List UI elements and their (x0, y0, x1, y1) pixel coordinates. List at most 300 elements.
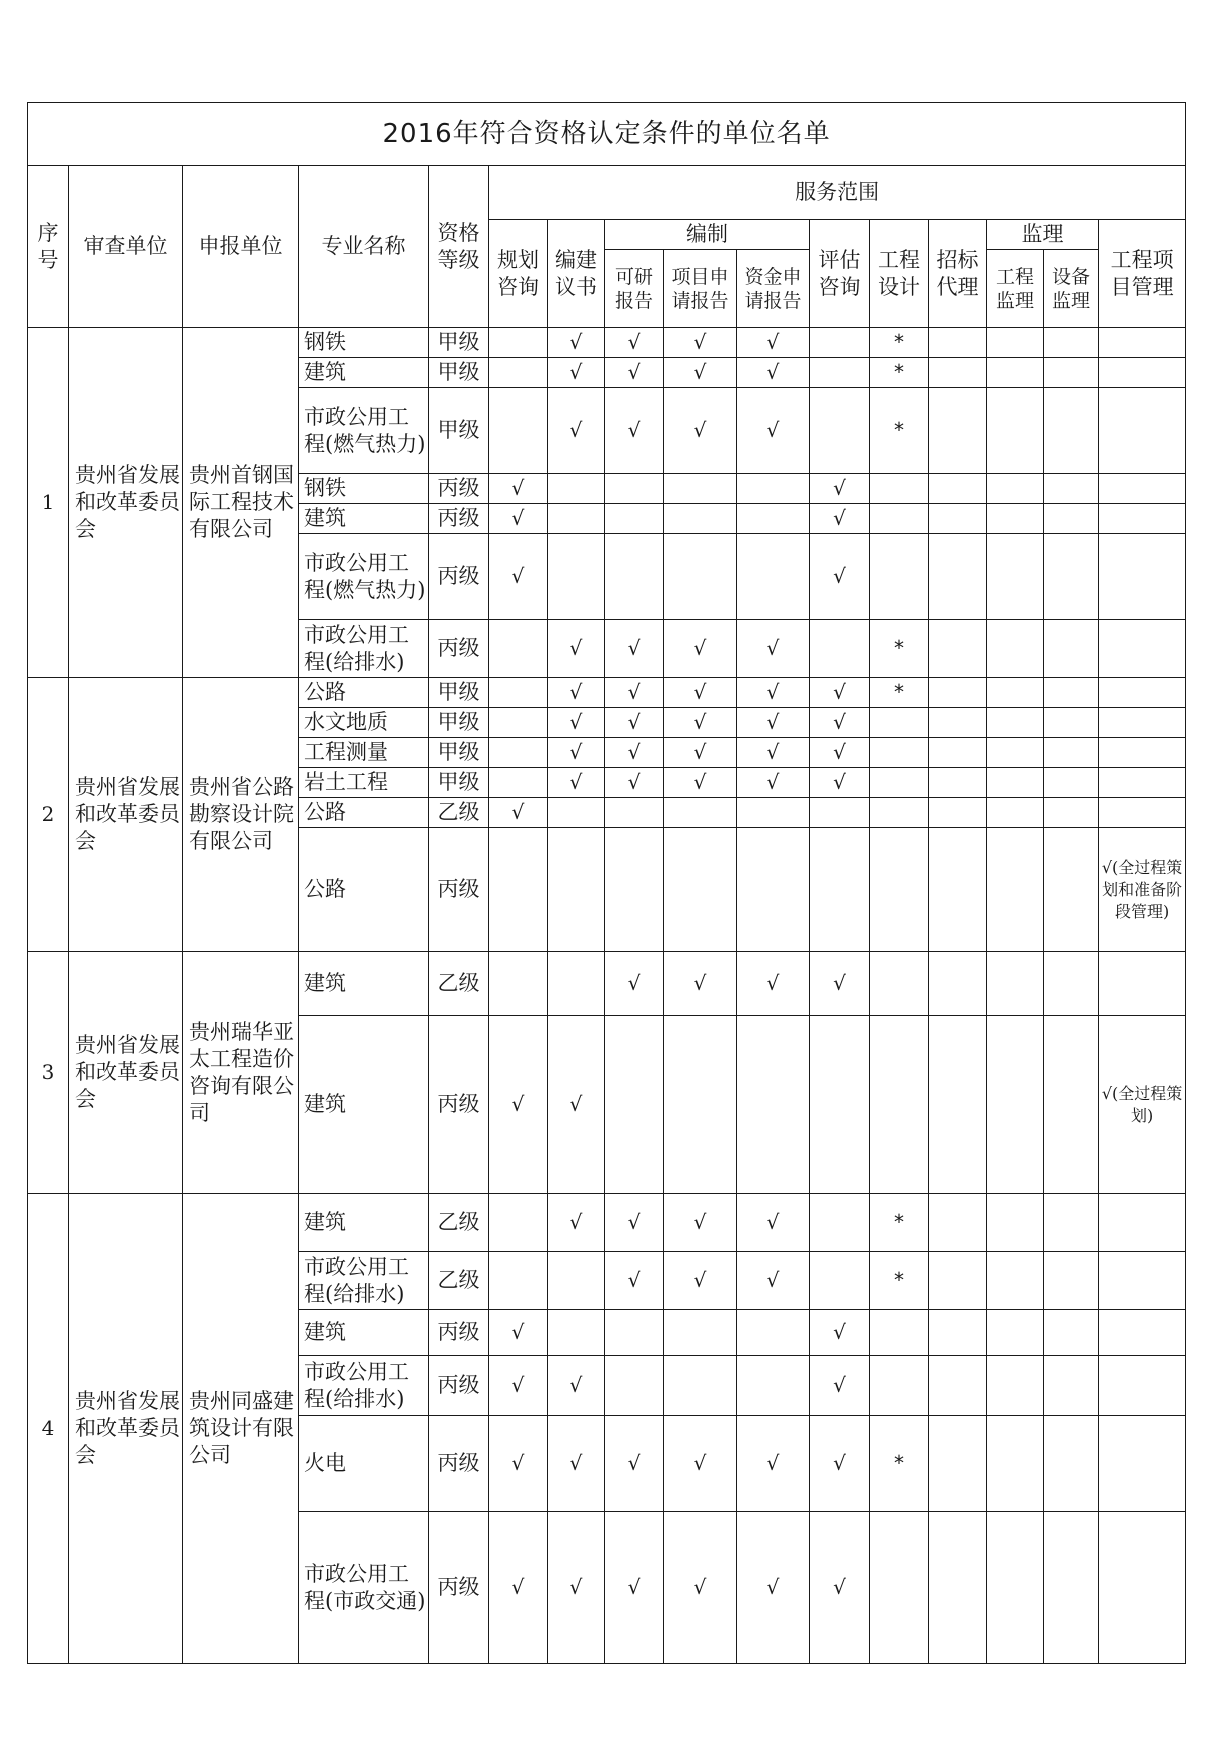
major-cell: 建筑 (299, 504, 429, 534)
major-cell: 水文地质 (299, 708, 429, 738)
bidding-cell (929, 1356, 987, 1416)
bidding-cell (929, 798, 987, 828)
design-cell (870, 534, 929, 620)
bidding-cell (929, 1252, 987, 1310)
seq-cell: 4 (28, 1194, 69, 1664)
equip-supervision-cell (1044, 620, 1099, 678)
project-app-cell (664, 504, 737, 534)
evaluation-cell: √ (810, 678, 870, 708)
design-cell: * (870, 1252, 929, 1310)
header-eng-supervision: 工程监理 (987, 250, 1044, 328)
header-bidding: 招标代理 (929, 220, 987, 328)
fund-app-cell: √ (737, 620, 810, 678)
design-cell (870, 708, 929, 738)
project-app-cell: √ (664, 388, 737, 474)
evaluation-cell (810, 328, 870, 358)
evaluation-cell: √ (810, 738, 870, 768)
applicant-cell: 贵州首钢国际工程技术有限公司 (183, 328, 299, 678)
evaluation-cell (810, 388, 870, 474)
evaluation-cell: √ (810, 1416, 870, 1512)
grade-cell: 丙级 (429, 1356, 489, 1416)
bidding-cell (929, 328, 987, 358)
fund-app-cell (737, 798, 810, 828)
project-mgmt-cell (1099, 1416, 1186, 1512)
table-row (28, 328, 1186, 358)
grade-cell: 甲级 (429, 358, 489, 388)
project-mgmt-cell (1099, 738, 1186, 768)
design-cell: * (870, 620, 929, 678)
major-cell: 公路 (299, 678, 429, 708)
proposal-cell: √ (548, 708, 605, 738)
grade-cell: 甲级 (429, 388, 489, 474)
fund-app-cell: √ (737, 1252, 810, 1310)
project-mgmt-cell (1099, 1512, 1186, 1664)
project-app-cell: √ (664, 708, 737, 738)
bidding-cell (929, 708, 987, 738)
project-app-cell (664, 1016, 737, 1194)
equip-supervision-cell (1044, 328, 1099, 358)
project-mgmt-cell (1099, 388, 1186, 474)
design-cell (870, 952, 929, 1016)
design-cell (870, 504, 929, 534)
feasibility-cell (605, 504, 664, 534)
fund-app-cell: √ (737, 388, 810, 474)
project-app-cell (664, 534, 737, 620)
feasibility-cell: √ (605, 358, 664, 388)
feasibility-cell: √ (605, 1252, 664, 1310)
planning-cell: √ (489, 1356, 548, 1416)
header-major: 专业名称 (299, 166, 429, 328)
planning-cell: √ (489, 1512, 548, 1664)
bidding-cell (929, 620, 987, 678)
bidding-cell (929, 678, 987, 708)
fund-app-cell (737, 1310, 810, 1356)
equip-supervision-cell (1044, 1194, 1099, 1252)
proposal-cell: √ (548, 738, 605, 768)
feasibility-cell: √ (605, 678, 664, 708)
seq-cell: 1 (28, 328, 69, 678)
planning-cell (489, 678, 548, 708)
project-mgmt-cell (1099, 708, 1186, 738)
feasibility-cell (605, 534, 664, 620)
project-mgmt-cell (1099, 328, 1186, 358)
proposal-cell: √ (548, 768, 605, 798)
eng-supervision-cell (987, 828, 1044, 952)
equip-supervision-cell (1044, 768, 1099, 798)
feasibility-cell: √ (605, 1416, 664, 1512)
major-cell: 市政公用工程(给排水) (299, 1356, 429, 1416)
header-proposal: 编建议书 (548, 220, 605, 328)
project-mgmt-cell (1099, 534, 1186, 620)
feasibility-cell: √ (605, 952, 664, 1016)
design-cell (870, 1016, 929, 1194)
proposal-cell (548, 534, 605, 620)
design-cell: * (870, 358, 929, 388)
bidding-cell (929, 768, 987, 798)
header-project-mgmt: 工程项目管理 (1099, 220, 1186, 328)
major-cell: 钢铁 (299, 474, 429, 504)
bidding-cell (929, 388, 987, 474)
table-row (28, 1194, 1186, 1252)
design-cell (870, 828, 929, 952)
major-cell: 建筑 (299, 1016, 429, 1194)
design-cell: * (870, 1194, 929, 1252)
eng-supervision-cell (987, 534, 1044, 620)
grade-cell: 丙级 (429, 474, 489, 504)
project-app-cell: √ (664, 1416, 737, 1512)
fund-app-cell: √ (737, 358, 810, 388)
design-cell (870, 798, 929, 828)
eng-supervision-cell (987, 738, 1044, 768)
fund-app-cell: √ (737, 708, 810, 738)
proposal-cell: √ (548, 388, 605, 474)
grade-cell: 乙级 (429, 798, 489, 828)
equip-supervision-cell (1044, 952, 1099, 1016)
feasibility-cell (605, 828, 664, 952)
equip-supervision-cell (1044, 828, 1099, 952)
planning-cell: √ (489, 1310, 548, 1356)
feasibility-cell: √ (605, 1512, 664, 1664)
project-mgmt-cell (1099, 798, 1186, 828)
equip-supervision-cell (1044, 474, 1099, 504)
major-cell: 建筑 (299, 952, 429, 1016)
evaluation-cell: √ (810, 768, 870, 798)
grade-cell: 丙级 (429, 504, 489, 534)
feasibility-cell (605, 474, 664, 504)
fund-app-cell (737, 504, 810, 534)
fund-app-cell (737, 474, 810, 504)
project-mgmt-cell (1099, 678, 1186, 708)
proposal-cell (548, 952, 605, 1016)
bidding-cell (929, 534, 987, 620)
planning-cell (489, 620, 548, 678)
bidding-cell (929, 474, 987, 504)
table-title: 2016年符合资格认定条件的单位名单 (28, 103, 1186, 166)
header-supervision: 监理 (987, 220, 1099, 250)
feasibility-cell (605, 798, 664, 828)
seq-cell: 3 (28, 952, 69, 1194)
evaluation-cell (810, 1194, 870, 1252)
proposal-cell: √ (548, 678, 605, 708)
design-cell (870, 474, 929, 504)
eng-supervision-cell (987, 798, 1044, 828)
equip-supervision-cell (1044, 678, 1099, 708)
header-review-unit: 审查单位 (69, 166, 183, 328)
major-cell: 工程测量 (299, 738, 429, 768)
table-row (28, 952, 1186, 1016)
grade-cell: 丙级 (429, 620, 489, 678)
project-app-cell (664, 1310, 737, 1356)
planning-cell (489, 388, 548, 474)
fund-app-cell: √ (737, 1416, 810, 1512)
evaluation-cell (810, 1016, 870, 1194)
evaluation-cell (810, 620, 870, 678)
evaluation-cell: √ (810, 708, 870, 738)
grade-cell: 乙级 (429, 1194, 489, 1252)
evaluation-cell: √ (810, 1310, 870, 1356)
project-app-cell: √ (664, 620, 737, 678)
eng-supervision-cell (987, 1194, 1044, 1252)
planning-cell: √ (489, 798, 548, 828)
project-mgmt-cell: √(全过程策划) (1099, 1016, 1186, 1194)
planning-cell (489, 328, 548, 358)
feasibility-cell: √ (605, 738, 664, 768)
planning-cell (489, 1252, 548, 1310)
header-design: 工程设计 (870, 220, 929, 328)
table-row (28, 678, 1186, 708)
project-app-cell: √ (664, 328, 737, 358)
evaluation-cell: √ (810, 1512, 870, 1664)
equip-supervision-cell (1044, 738, 1099, 768)
major-cell: 建筑 (299, 1194, 429, 1252)
header-feasibility: 可研报告 (605, 250, 664, 328)
major-cell: 市政公用工程(市政交通) (299, 1512, 429, 1664)
eng-supervision-cell (987, 1252, 1044, 1310)
feasibility-cell (605, 1356, 664, 1416)
equip-supervision-cell (1044, 1252, 1099, 1310)
review-unit-cell: 贵州省发展和改革委员会 (69, 328, 183, 678)
project-mgmt-cell (1099, 474, 1186, 504)
header-service-scope: 服务范围 (489, 166, 1186, 220)
proposal-cell: √ (548, 328, 605, 358)
fund-app-cell: √ (737, 738, 810, 768)
evaluation-cell: √ (810, 952, 870, 1016)
planning-cell: √ (489, 534, 548, 620)
grade-cell: 甲级 (429, 768, 489, 798)
proposal-cell: √ (548, 1016, 605, 1194)
major-cell: 建筑 (299, 1310, 429, 1356)
planning-cell (489, 828, 548, 952)
bidding-cell (929, 828, 987, 952)
proposal-cell (548, 474, 605, 504)
evaluation-cell: √ (810, 474, 870, 504)
design-cell (870, 1310, 929, 1356)
eng-supervision-cell (987, 328, 1044, 358)
grade-cell: 乙级 (429, 1252, 489, 1310)
grade-cell: 丙级 (429, 1016, 489, 1194)
equip-supervision-cell (1044, 358, 1099, 388)
proposal-cell (548, 504, 605, 534)
review-unit-cell: 贵州省发展和改革委员会 (69, 1194, 183, 1664)
eng-supervision-cell (987, 1016, 1044, 1194)
project-app-cell: √ (664, 678, 737, 708)
feasibility-cell (605, 1016, 664, 1194)
proposal-cell (548, 1310, 605, 1356)
header-grade: 资格等级 (429, 166, 489, 328)
design-cell (870, 768, 929, 798)
bidding-cell (929, 1310, 987, 1356)
grade-cell: 甲级 (429, 678, 489, 708)
design-cell (870, 1356, 929, 1416)
header-equip-supervision: 设备监理 (1044, 250, 1099, 328)
grade-cell: 丙级 (429, 1512, 489, 1664)
header-compile: 编制 (605, 220, 810, 250)
project-mgmt-cell (1099, 358, 1186, 388)
proposal-cell: √ (548, 358, 605, 388)
grade-cell: 乙级 (429, 952, 489, 1016)
design-cell: * (870, 328, 929, 358)
project-mgmt-cell (1099, 1310, 1186, 1356)
grade-cell: 丙级 (429, 534, 489, 620)
feasibility-cell: √ (605, 768, 664, 798)
eng-supervision-cell (987, 708, 1044, 738)
fund-app-cell: √ (737, 678, 810, 708)
planning-cell (489, 952, 548, 1016)
proposal-cell: √ (548, 1512, 605, 1664)
proposal-cell (548, 798, 605, 828)
header-seq: 序号 (28, 166, 69, 328)
eng-supervision-cell (987, 1512, 1044, 1664)
eng-supervision-cell (987, 1416, 1044, 1512)
eng-supervision-cell (987, 768, 1044, 798)
project-app-cell: √ (664, 1194, 737, 1252)
planning-cell (489, 768, 548, 798)
bidding-cell (929, 738, 987, 768)
major-cell: 市政公用工程(燃气热力) (299, 388, 429, 474)
project-app-cell: √ (664, 1252, 737, 1310)
feasibility-cell: √ (605, 620, 664, 678)
applicant-cell: 贵州瑞华亚太工程造价咨询有限公司 (183, 952, 299, 1194)
proposal-cell: √ (548, 1416, 605, 1512)
feasibility-cell: √ (605, 388, 664, 474)
major-cell: 市政公用工程(给排水) (299, 620, 429, 678)
design-cell (870, 738, 929, 768)
design-cell: * (870, 1416, 929, 1512)
planning-cell: √ (489, 504, 548, 534)
fund-app-cell (737, 1356, 810, 1416)
project-mgmt-cell (1099, 1356, 1186, 1416)
eng-supervision-cell (987, 952, 1044, 1016)
eng-supervision-cell (987, 620, 1044, 678)
major-cell: 岩土工程 (299, 768, 429, 798)
eng-supervision-cell (987, 358, 1044, 388)
seq-cell: 2 (28, 678, 69, 952)
fund-app-cell (737, 534, 810, 620)
bidding-cell (929, 1512, 987, 1664)
equip-supervision-cell (1044, 708, 1099, 738)
equip-supervision-cell (1044, 1016, 1099, 1194)
grade-cell: 甲级 (429, 328, 489, 358)
major-cell: 公路 (299, 828, 429, 952)
fund-app-cell: √ (737, 328, 810, 358)
planning-cell (489, 1194, 548, 1252)
eng-supervision-cell (987, 1310, 1044, 1356)
bidding-cell (929, 1194, 987, 1252)
equip-supervision-cell (1044, 1416, 1099, 1512)
bidding-cell (929, 1416, 987, 1512)
project-mgmt-cell (1099, 952, 1186, 1016)
equip-supervision-cell (1044, 504, 1099, 534)
applicant-cell: 贵州同盛建筑设计有限公司 (183, 1194, 299, 1664)
eng-supervision-cell (987, 504, 1044, 534)
feasibility-cell: √ (605, 328, 664, 358)
design-cell (870, 1512, 929, 1664)
project-mgmt-cell (1099, 504, 1186, 534)
grade-cell: 丙级 (429, 828, 489, 952)
fund-app-cell: √ (737, 768, 810, 798)
review-unit-cell: 贵州省发展和改革委员会 (69, 678, 183, 952)
proposal-cell (548, 1252, 605, 1310)
project-app-cell: √ (664, 768, 737, 798)
proposal-cell: √ (548, 1194, 605, 1252)
evaluation-cell (810, 1252, 870, 1310)
grade-cell: 甲级 (429, 708, 489, 738)
bidding-cell (929, 1016, 987, 1194)
major-cell: 市政公用工程(给排水) (299, 1252, 429, 1310)
eng-supervision-cell (987, 388, 1044, 474)
design-cell: * (870, 678, 929, 708)
project-app-cell: √ (664, 738, 737, 768)
planning-cell (489, 708, 548, 738)
eng-supervision-cell (987, 474, 1044, 504)
equip-supervision-cell (1044, 798, 1099, 828)
fund-app-cell: √ (737, 1194, 810, 1252)
equip-supervision-cell (1044, 534, 1099, 620)
feasibility-cell: √ (605, 1194, 664, 1252)
fund-app-cell: √ (737, 1512, 810, 1664)
eng-supervision-cell (987, 1356, 1044, 1416)
proposal-cell: √ (548, 620, 605, 678)
grade-cell: 丙级 (429, 1310, 489, 1356)
bidding-cell (929, 952, 987, 1016)
evaluation-cell (810, 828, 870, 952)
header-applicant: 申报单位 (183, 166, 299, 328)
project-mgmt-cell (1099, 1194, 1186, 1252)
feasibility-cell: √ (605, 708, 664, 738)
header-fund-app: 资金申请报告 (737, 250, 810, 328)
fund-app-cell: √ (737, 952, 810, 1016)
bidding-cell (929, 504, 987, 534)
design-cell: * (870, 388, 929, 474)
major-cell: 火电 (299, 1416, 429, 1512)
planning-cell (489, 738, 548, 768)
project-mgmt-cell (1099, 620, 1186, 678)
review-unit-cell: 贵州省发展和改革委员会 (69, 952, 183, 1194)
major-cell: 公路 (299, 798, 429, 828)
project-app-cell: √ (664, 358, 737, 388)
major-cell: 建筑 (299, 358, 429, 388)
fund-app-cell (737, 1016, 810, 1194)
grade-cell: 甲级 (429, 738, 489, 768)
bidding-cell (929, 358, 987, 388)
equip-supervision-cell (1044, 1512, 1099, 1664)
project-app-cell (664, 798, 737, 828)
project-app-cell: √ (664, 952, 737, 1016)
major-cell: 市政公用工程(燃气热力) (299, 534, 429, 620)
equip-supervision-cell (1044, 1310, 1099, 1356)
qualification-table (27, 102, 1186, 1664)
header-evaluation: 评估咨询 (810, 220, 870, 328)
feasibility-cell (605, 1310, 664, 1356)
planning-cell (489, 358, 548, 388)
project-mgmt-cell (1099, 1252, 1186, 1310)
evaluation-cell: √ (810, 504, 870, 534)
evaluation-cell (810, 798, 870, 828)
header-project-app: 项目申请报告 (664, 250, 737, 328)
evaluation-cell: √ (810, 534, 870, 620)
major-cell: 钢铁 (299, 328, 429, 358)
project-mgmt-cell (1099, 768, 1186, 798)
equip-supervision-cell (1044, 388, 1099, 474)
planning-cell: √ (489, 1016, 548, 1194)
project-app-cell (664, 828, 737, 952)
proposal-cell (548, 828, 605, 952)
grade-cell: 丙级 (429, 1416, 489, 1512)
fund-app-cell (737, 828, 810, 952)
evaluation-cell: √ (810, 1356, 870, 1416)
project-app-cell: √ (664, 1512, 737, 1664)
planning-cell: √ (489, 1416, 548, 1512)
